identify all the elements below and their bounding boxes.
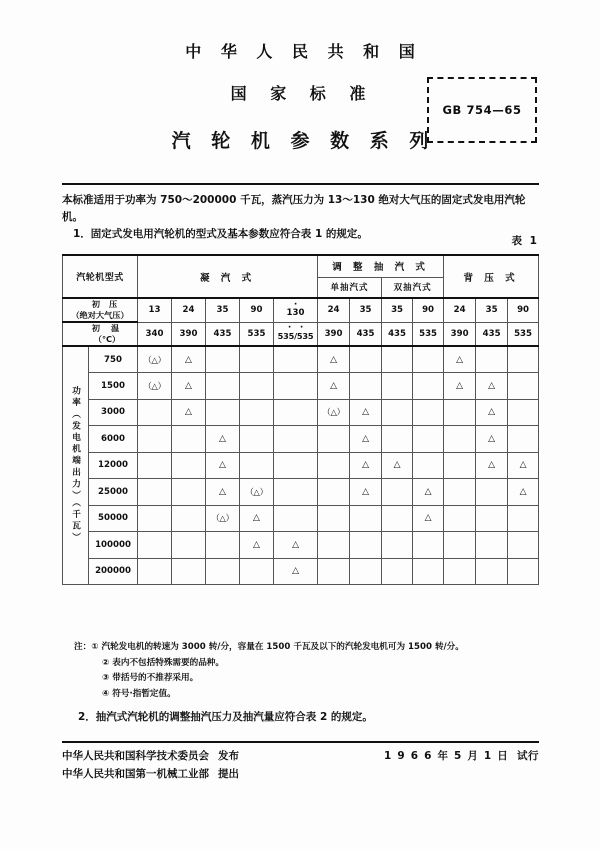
- table-cell: [172, 532, 206, 559]
- table-cell: [508, 373, 539, 400]
- table-cell: [240, 373, 274, 400]
- table-cell: [382, 399, 413, 426]
- table-cell: [274, 373, 318, 400]
- table-cell: [444, 426, 476, 453]
- table-cell: △: [350, 426, 382, 453]
- temperature-value: 435: [206, 322, 240, 346]
- table-cell: [206, 346, 240, 373]
- table-cell: △: [350, 479, 382, 506]
- table-row: [63, 452, 539, 479]
- table-cell: [318, 532, 350, 559]
- footer-proposer: 中华人民共和国第一机械工业部: [62, 768, 209, 780]
- page-title: 汽 轮 机 参 数 系 列: [171, 130, 436, 152]
- table-cell: [476, 346, 508, 373]
- notes-block: [62, 640, 542, 727]
- temperature-value: 535: [508, 322, 539, 346]
- pressure-value: 24: [318, 298, 350, 322]
- footer-date-line: [384, 747, 539, 765]
- power-value: 12000: [89, 452, 138, 479]
- table-cell: △: [476, 373, 508, 400]
- table-cell: [240, 426, 274, 453]
- table-cell: △: [318, 346, 350, 373]
- pressure-value: · 130: [274, 298, 318, 322]
- spec-table-wrapper: [62, 254, 539, 585]
- table-cell: △: [172, 399, 206, 426]
- table-caption: 表 1: [511, 235, 539, 247]
- table-cell: [382, 558, 413, 585]
- footer-proposer-action: 提出: [218, 768, 239, 780]
- table-cell: [350, 346, 382, 373]
- table-cell: [240, 346, 274, 373]
- temperature-value: 435: [350, 322, 382, 346]
- table-cell: [413, 426, 444, 453]
- table-corner-header: 汽轮机型式: [63, 255, 138, 298]
- pressure-value: 35: [382, 298, 413, 322]
- table-cell: [138, 479, 172, 506]
- power-value: 100000: [89, 532, 138, 559]
- temperature-value: 390: [318, 322, 350, 346]
- table-cell: [138, 532, 172, 559]
- table-cell: [274, 346, 318, 373]
- table-cell: [138, 505, 172, 532]
- table-row: [63, 558, 539, 585]
- table-cell: [318, 426, 350, 453]
- pressure-value: 90: [240, 298, 274, 322]
- power-value: 25000: [89, 479, 138, 506]
- table-cell: [508, 558, 539, 585]
- table-cell: [413, 532, 444, 559]
- power-value: 750: [89, 346, 138, 373]
- temperature-value: 435: [382, 322, 413, 346]
- table-cell: △: [206, 479, 240, 506]
- intro-line-1: 本标准适用于功率为 750～200000 千瓦，蒸汽压力为 13～130 绝对大气压的固定式发电用汽轮机。: [62, 194, 526, 223]
- table-cell: [274, 399, 318, 426]
- power-value: 1500: [89, 373, 138, 400]
- group-header-condensing: 凝 汽 式: [138, 255, 318, 298]
- group-header-extraction: 调 整 抽 汽 式: [318, 255, 444, 277]
- table-cell: [382, 346, 413, 373]
- spec-table: [62, 254, 539, 585]
- table-cell: [413, 452, 444, 479]
- pressure-value: 24: [444, 298, 476, 322]
- table-cell: [274, 505, 318, 532]
- table-cell: [508, 346, 539, 373]
- table-cell: [138, 452, 172, 479]
- table-cell: △: [274, 532, 318, 559]
- table-cell: [444, 399, 476, 426]
- pressure-value: 35: [350, 298, 382, 322]
- table-cell: [274, 452, 318, 479]
- footer-issuer: 中华人民共和国科学技术委员会: [62, 750, 209, 762]
- table-cell: [172, 558, 206, 585]
- note-1-text: ① 汽轮发电机的转速为 3000 转/分，容量在 1500 千瓦及以下的汽轮发电机可为 1500 转/分。: [91, 642, 464, 652]
- standard-code: GB 754—65: [442, 103, 522, 117]
- row-header-initial-pressure: 初压 （绝对大气压）: [63, 298, 138, 322]
- group-header-single-extraction: 单抽汽式: [318, 277, 382, 298]
- table-cell: [206, 399, 240, 426]
- table-cell: [240, 558, 274, 585]
- table-row: [63, 399, 539, 426]
- row-header-initial-temperature: 初温 （°C）: [63, 322, 138, 346]
- temperature-value: 340: [138, 322, 172, 346]
- table-cell: [172, 452, 206, 479]
- table-cell: [318, 479, 350, 506]
- table-cell: [413, 399, 444, 426]
- table-cell: [413, 346, 444, 373]
- footer-divider: [62, 741, 539, 743]
- table-cell: [476, 558, 508, 585]
- table-cell: [476, 479, 508, 506]
- table-cell: [172, 479, 206, 506]
- table-cell: [138, 558, 172, 585]
- table-cell: （△）: [206, 505, 240, 532]
- table-cell: [382, 426, 413, 453]
- table-cell: △: [240, 505, 274, 532]
- table-row: [63, 426, 539, 453]
- table-cell: [206, 373, 240, 400]
- table-cell: △: [476, 426, 508, 453]
- table-cell: [508, 399, 539, 426]
- table-cell: △: [318, 373, 350, 400]
- table-row: [63, 532, 539, 559]
- standard-heading: 国 家 标 准: [230, 84, 375, 103]
- table-cell: △: [274, 558, 318, 585]
- intro-line-2: 1．固定式发电用汽轮机的型式及基本参数应符合表 1 的规定。: [73, 228, 368, 240]
- table-cell: △: [508, 452, 539, 479]
- table-cell: [444, 452, 476, 479]
- temperature-value: 535: [240, 322, 274, 346]
- table-cell: [138, 426, 172, 453]
- table-cell: （△）: [138, 346, 172, 373]
- table-cell: [444, 479, 476, 506]
- temperature-value: 390: [444, 322, 476, 346]
- footer-issuer-action: 发布: [218, 750, 239, 762]
- table-cell: [382, 505, 413, 532]
- power-value: 6000: [89, 426, 138, 453]
- note-item-1: [62, 640, 542, 656]
- table-cell: △: [508, 479, 539, 506]
- temperature-value: 435: [476, 322, 508, 346]
- table-cell: [138, 399, 172, 426]
- table-cell: [413, 558, 444, 585]
- table-cell: △: [476, 452, 508, 479]
- table-row: [63, 479, 539, 506]
- pressure-value: 13: [138, 298, 172, 322]
- table-cell: △: [444, 346, 476, 373]
- table-cell: （△）: [318, 399, 350, 426]
- table-cell: △: [240, 532, 274, 559]
- table-cell: [350, 558, 382, 585]
- pressure-value: 35: [206, 298, 240, 322]
- table-cell: （△）: [240, 479, 274, 506]
- temperature-value: 535: [413, 322, 444, 346]
- pressure-value: 35: [476, 298, 508, 322]
- table-cell: [240, 399, 274, 426]
- footer-status: 试行: [517, 750, 539, 762]
- table-cell: [476, 505, 508, 532]
- table-cell: [508, 505, 539, 532]
- table-cell: [350, 505, 382, 532]
- table-cell: [476, 532, 508, 559]
- power-value: 50000: [89, 505, 138, 532]
- table-cell: [444, 532, 476, 559]
- table-cell: [274, 479, 318, 506]
- note-item-4: ④ 符号·指暂定值。: [102, 688, 176, 699]
- pressure-value: 90: [508, 298, 539, 322]
- table-cell: [350, 532, 382, 559]
- power-axis-label: 功率（发电机端出力）（千瓦）: [63, 346, 89, 585]
- table-cell: [382, 373, 413, 400]
- table-cell: [318, 558, 350, 585]
- table-cell: [206, 532, 240, 559]
- table-cell: △: [206, 426, 240, 453]
- power-value: 3000: [89, 399, 138, 426]
- table-cell: [444, 558, 476, 585]
- table-cell: [508, 532, 539, 559]
- table-cell: [318, 505, 350, 532]
- table-cell: △: [206, 452, 240, 479]
- notes-head: 注：: [74, 642, 92, 652]
- footer-date: 1 9 6 6 年 5 月 1 日: [384, 750, 509, 762]
- table-cell: （△）: [138, 373, 172, 400]
- table-cell: △: [476, 399, 508, 426]
- table-cell: △: [444, 373, 476, 400]
- table-cell: [172, 426, 206, 453]
- table-cell: [413, 373, 444, 400]
- footer: [62, 747, 539, 783]
- table-cell: △: [413, 479, 444, 506]
- table-row: [63, 373, 539, 400]
- pressure-value: 24: [172, 298, 206, 322]
- table-cell: [274, 426, 318, 453]
- table-row: [63, 346, 539, 373]
- table-cell: [206, 558, 240, 585]
- clause-2: 2．抽汽式汽轮机的调整抽汽压力及抽汽量应符合表 2 的规定。: [78, 711, 373, 723]
- table-cell: [508, 426, 539, 453]
- table-cell: [444, 505, 476, 532]
- table-cell: △: [350, 399, 382, 426]
- note-item-2: ② 表内不包括特殊需要的品种。: [102, 657, 224, 668]
- standard-code-box: [427, 77, 537, 143]
- table-cell: [350, 373, 382, 400]
- table-cell: [240, 452, 274, 479]
- temperature-value: · · 535/535: [274, 322, 318, 346]
- header-divider: [62, 183, 539, 185]
- footer-issuer-line: [62, 747, 239, 765]
- table-cell: △: [382, 452, 413, 479]
- group-header-double-extraction: 双抽汽式: [382, 277, 444, 298]
- pressure-value: 90: [413, 298, 444, 322]
- table-cell: [172, 505, 206, 532]
- nation-heading: 中 华 人 民 共 和 国: [185, 42, 422, 61]
- table-row: [63, 505, 539, 532]
- group-header-backpressure: 背 压 式: [444, 255, 539, 298]
- table-cell: △: [413, 505, 444, 532]
- power-value: 200000: [89, 558, 138, 585]
- table-cell: [382, 532, 413, 559]
- temperature-value: 390: [172, 322, 206, 346]
- table-cell: [318, 452, 350, 479]
- table-cell: △: [172, 346, 206, 373]
- table-cell: △: [172, 373, 206, 400]
- footer-proposer-line: [62, 765, 239, 783]
- note-item-3: ③ 带括号的不推荐采用。: [102, 673, 199, 683]
- table-cell: [382, 479, 413, 506]
- table-cell: △: [350, 452, 382, 479]
